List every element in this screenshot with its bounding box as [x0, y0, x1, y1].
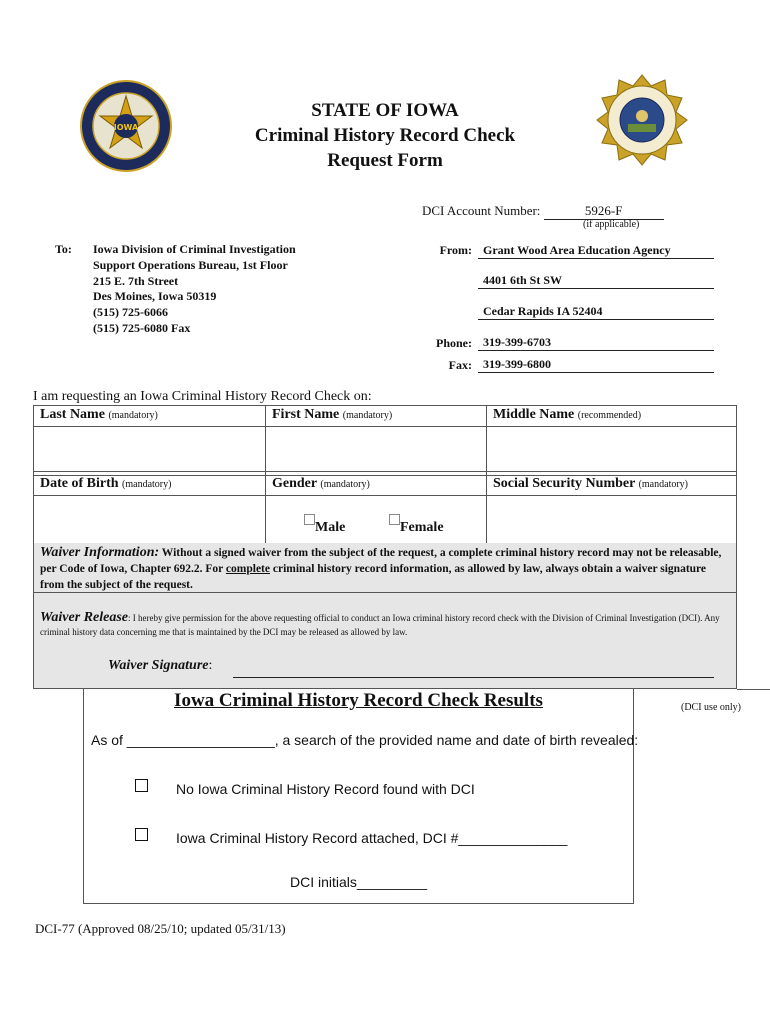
- phone-field[interactable]: 319-399-6703: [478, 335, 714, 351]
- gender-female-option[interactable]: Female: [389, 514, 444, 536]
- from-street-field[interactable]: 4401 6th St SW: [478, 273, 714, 289]
- waiver-signature-label: Waiver Signature:: [108, 658, 213, 673]
- subject-info-table: [33, 405, 737, 544]
- waiver-info-complete: complete: [225, 563, 270, 575]
- to-line: Iowa Division of Criminal Investigation: [93, 242, 296, 256]
- record-attached-label: Iowa Criminal History Record attached, DCI #______________: [176, 830, 568, 846]
- divider: [737, 689, 770, 690]
- form-footer: DCI-77 (Approved 08/25/10; updated 05/31/13): [35, 921, 286, 936]
- last-name-header: Last Name (mandatory): [40, 407, 158, 422]
- results-as-of: As of ___________________, a search of the provided name and date of birth revealed:: [91, 732, 639, 748]
- to-line: Support Operations Bureau, 1st Floor: [93, 257, 288, 272]
- female-checkbox[interactable]: [389, 514, 400, 525]
- waiver-release: [33, 593, 737, 689]
- dob-header: Date of Birth (mandatory): [40, 476, 172, 491]
- title-line-3: Request Form: [327, 150, 443, 171]
- to-line: Des Moines, Iowa 50319: [93, 289, 217, 304]
- to-line: (515) 725-6066: [93, 305, 168, 320]
- ssn-input[interactable]: [487, 496, 736, 543]
- first-name-input[interactable]: [266, 427, 486, 471]
- dci-initials: DCI initials_________: [290, 874, 427, 890]
- from-label: From:: [439, 243, 472, 257]
- dci-account-note: (if applicable): [583, 219, 640, 230]
- fax-field[interactable]: 319-399-6800: [478, 357, 714, 373]
- fax-label: Fax:: [448, 358, 472, 372]
- waiver-info-text-1: Without a signed waiver from the subject of the request, a complete criminal history record may not be releasable, per Code of Iowa, Chapter 692.2. For: [40, 547, 722, 575]
- gender-male-option[interactable]: Male: [304, 514, 345, 536]
- dci-account-label: DCI Account Number:: [422, 203, 541, 218]
- request-intro: I am requesting an Iowa Criminal History Record Check on:: [33, 389, 372, 404]
- ssn-header: Social Security Number (mandatory): [493, 476, 689, 491]
- waiver-release-lead: Waiver Release: [40, 610, 128, 625]
- from-org-field[interactable]: Grant Wood Area Education Agency: [478, 243, 714, 259]
- gender-header: Gender (mandatory): [272, 476, 370, 491]
- waiver-info-lead: Waiver Information:: [40, 545, 160, 560]
- dci-account-value[interactable]: 5926-F: [544, 203, 664, 220]
- to-line: 215 E. 7th Street: [93, 273, 179, 288]
- waiver-signature-line[interactable]: [233, 677, 714, 678]
- to-address: [93, 242, 296, 337]
- waiver-release-text: : I hereby give permission for the above requesting official to conduct an Iowa criminal history record check with the Division of Criminal Investigation (DCI). Any criminal history data concerning me that is maintained by the DCI may be released as allowed by law.: [40, 613, 720, 637]
- svg-text:IOWA: IOWA: [113, 123, 139, 132]
- dci-use-note: (DCI use only): [681, 702, 741, 713]
- from-city-field[interactable]: Cedar Rapids IA 52404: [478, 304, 714, 320]
- results-title: Iowa Criminal History Record Check Results: [174, 690, 543, 711]
- middle-name-input[interactable]: [487, 427, 736, 471]
- male-checkbox[interactable]: [304, 514, 315, 525]
- dob-input[interactable]: [34, 496, 265, 543]
- to-label: To:: [55, 242, 72, 256]
- dci-account-number: [422, 203, 664, 220]
- title-line-2: Criminal History Record Check: [254, 125, 516, 146]
- waiver-info-text-2: criminal history record information, as allowed by law, always obtain a waiver signature from the subject of the request.: [40, 563, 707, 591]
- phone-label: Phone:: [436, 336, 472, 350]
- middle-name-header: Middle Name (recommended): [493, 407, 642, 422]
- to-line: (515) 725-6080 Fax: [93, 320, 191, 335]
- last-name-input[interactable]: [34, 427, 265, 471]
- first-name-header: First Name (mandatory): [272, 407, 393, 422]
- waiver-information: [33, 543, 737, 593]
- form-title: [0, 98, 770, 173]
- no-record-label: No Iowa Criminal History Record found with DCI: [176, 781, 475, 797]
- record-attached-checkbox[interactable]: [135, 828, 148, 841]
- title-line-1: STATE OF IOWA: [311, 100, 459, 121]
- no-record-checkbox[interactable]: [135, 779, 148, 792]
